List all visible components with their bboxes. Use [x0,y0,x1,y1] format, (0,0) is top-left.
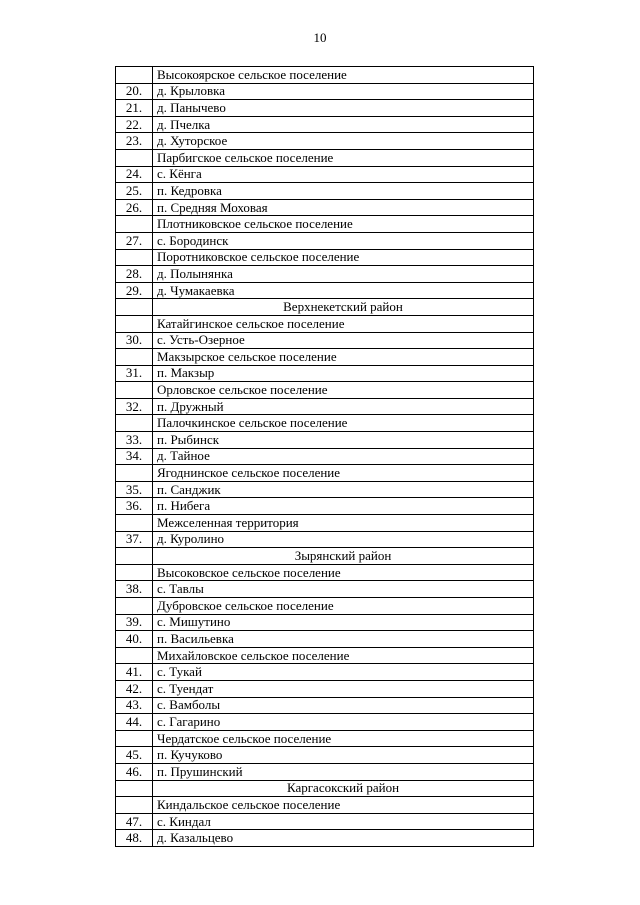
row-number [116,382,153,399]
settlement-name: п. Макзыр [153,365,534,382]
municipality-header-row [116,730,534,747]
district-header-row [116,299,534,316]
municipality-header-row [116,465,534,482]
settlement-row [116,813,534,830]
row-number: 45. [116,747,153,764]
row-number: 44. [116,714,153,731]
settlement-row [116,83,534,100]
municipality-name: Высоковское сельское поселение [153,564,534,581]
district-name: Каргасокский район [153,780,534,797]
municipality-header-row [116,564,534,581]
settlement-name: с. Тукай [153,664,534,681]
row-number: 37. [116,531,153,548]
settlement-name: п. Нибега [153,498,534,515]
settlement-name: п. Средняя Моховая [153,199,534,216]
row-number [116,780,153,797]
settlement-row [116,398,534,415]
row-number: 21. [116,100,153,117]
row-number [116,349,153,366]
district-header-row [116,780,534,797]
municipality-name: Орловское сельское поселение [153,382,534,399]
row-number: 27. [116,232,153,249]
settlement-row [116,133,534,150]
row-number: 43. [116,697,153,714]
settlement-name: д. Куролино [153,531,534,548]
settlement-name: с. Тавлы [153,581,534,598]
row-number [116,647,153,664]
settlement-name: д. Казальцево [153,830,534,847]
municipality-name: Парбигское сельское поселение [153,149,534,166]
settlement-row [116,664,534,681]
settlement-row [116,614,534,631]
row-number: 41. [116,664,153,681]
page-number: 10 [313,30,327,45]
row-number: 28. [116,266,153,283]
municipality-header-row [116,315,534,332]
row-number: 47. [116,813,153,830]
row-number: 29. [116,282,153,299]
settlement-name: с. Кёнга [153,166,534,183]
municipality-header-row [116,647,534,664]
settlement-name: д. Полынянка [153,266,534,283]
settlement-name: с. Бородинск [153,232,534,249]
settlement-row [116,116,534,133]
municipality-header-row [116,382,534,399]
municipality-name: Плотниковское сельское поселение [153,216,534,233]
municipality-name: Михайловское сельское поселение [153,647,534,664]
row-number [116,216,153,233]
row-number: 35. [116,481,153,498]
settlement-row [116,581,534,598]
settlement-row [116,763,534,780]
municipality-header-row [116,149,534,166]
settlement-row [116,498,534,515]
row-number: 30. [116,332,153,349]
settlement-name: с. Гагарино [153,714,534,731]
settlement-name: с. Усть-Озерное [153,332,534,349]
row-number: 31. [116,365,153,382]
municipality-header-row [116,415,534,432]
row-number [116,564,153,581]
row-number [116,67,153,84]
settlement-row [116,448,534,465]
municipality-header-row [116,349,534,366]
settlement-row [116,282,534,299]
settlement-name: с. Киндал [153,813,534,830]
row-number [116,797,153,814]
settlement-row [116,631,534,648]
municipality-header-row [116,67,534,84]
row-number: 20. [116,83,153,100]
settlement-row [116,531,534,548]
settlement-name: д. Крыловка [153,83,534,100]
row-number: 26. [116,199,153,216]
row-number [116,548,153,565]
row-number: 22. [116,116,153,133]
settlement-row [116,266,534,283]
settlement-name: п. Васильевка [153,631,534,648]
row-number: 40. [116,631,153,648]
district-name: Верхнекетский район [153,299,534,316]
row-number [116,149,153,166]
settlement-name: д. Чумакаевка [153,282,534,299]
settlement-row [116,680,534,697]
row-number [116,465,153,482]
municipality-name: Дубровское сельское поселение [153,598,534,615]
settlements-table [115,66,534,847]
settlement-row [116,166,534,183]
row-number: 32. [116,398,153,415]
settlement-row [116,199,534,216]
municipality-header-row [116,515,534,532]
settlement-name: д. Панычево [153,100,534,117]
row-number: 25. [116,183,153,200]
municipality-header-row [116,249,534,266]
municipality-header-row [116,797,534,814]
row-number [116,598,153,615]
municipality-name: Высокоярское сельское поселение [153,67,534,84]
municipality-header-row [116,598,534,615]
row-number [116,315,153,332]
municipality-name: Чердатское сельское поселение [153,730,534,747]
municipality-name: Палочкинское сельское поселение [153,415,534,432]
row-number [116,415,153,432]
settlement-name: с. Туендат [153,680,534,697]
row-number: 34. [116,448,153,465]
district-header-row [116,548,534,565]
row-number: 33. [116,432,153,449]
settlements-table-body [116,67,534,847]
settlement-name: с. Мишутино [153,614,534,631]
municipality-name: Межселенная территория [153,515,534,532]
settlement-row [116,714,534,731]
settlement-name: п. Санджик [153,481,534,498]
row-number: 23. [116,133,153,150]
row-number [116,515,153,532]
settlement-row [116,432,534,449]
settlement-name: п. Дружный [153,398,534,415]
municipality-name: Катайгинское сельское поселение [153,315,534,332]
row-number: 46. [116,763,153,780]
row-number: 48. [116,830,153,847]
settlement-name: п. Прушинский [153,763,534,780]
district-name: Зырянский район [153,548,534,565]
settlement-row [116,365,534,382]
settlement-row [116,232,534,249]
row-number [116,299,153,316]
settlement-name: д. Хуторское [153,133,534,150]
row-number: 39. [116,614,153,631]
row-number: 42. [116,680,153,697]
settlement-row [116,697,534,714]
municipality-name: Киндальское сельское поселение [153,797,534,814]
settlement-row [116,830,534,847]
settlement-row [116,183,534,200]
settlement-row [116,747,534,764]
municipality-name: Макзырское сельское поселение [153,349,534,366]
municipality-name: Поротниковское сельское поселение [153,249,534,266]
settlement-name: п. Рыбинск [153,432,534,449]
row-number: 24. [116,166,153,183]
settlement-name: п. Кучуково [153,747,534,764]
settlement-name: п. Кедровка [153,183,534,200]
municipality-name: Ягоднинское сельское поселение [153,465,534,482]
settlement-name: д. Пчелка [153,116,534,133]
municipality-header-row [116,216,534,233]
settlement-row [116,332,534,349]
row-number: 38. [116,581,153,598]
row-number [116,730,153,747]
settlement-name: с. Вамболы [153,697,534,714]
settlement-name: д. Тайное [153,448,534,465]
row-number: 36. [116,498,153,515]
settlement-row [116,481,534,498]
row-number [116,249,153,266]
settlement-row [116,100,534,117]
